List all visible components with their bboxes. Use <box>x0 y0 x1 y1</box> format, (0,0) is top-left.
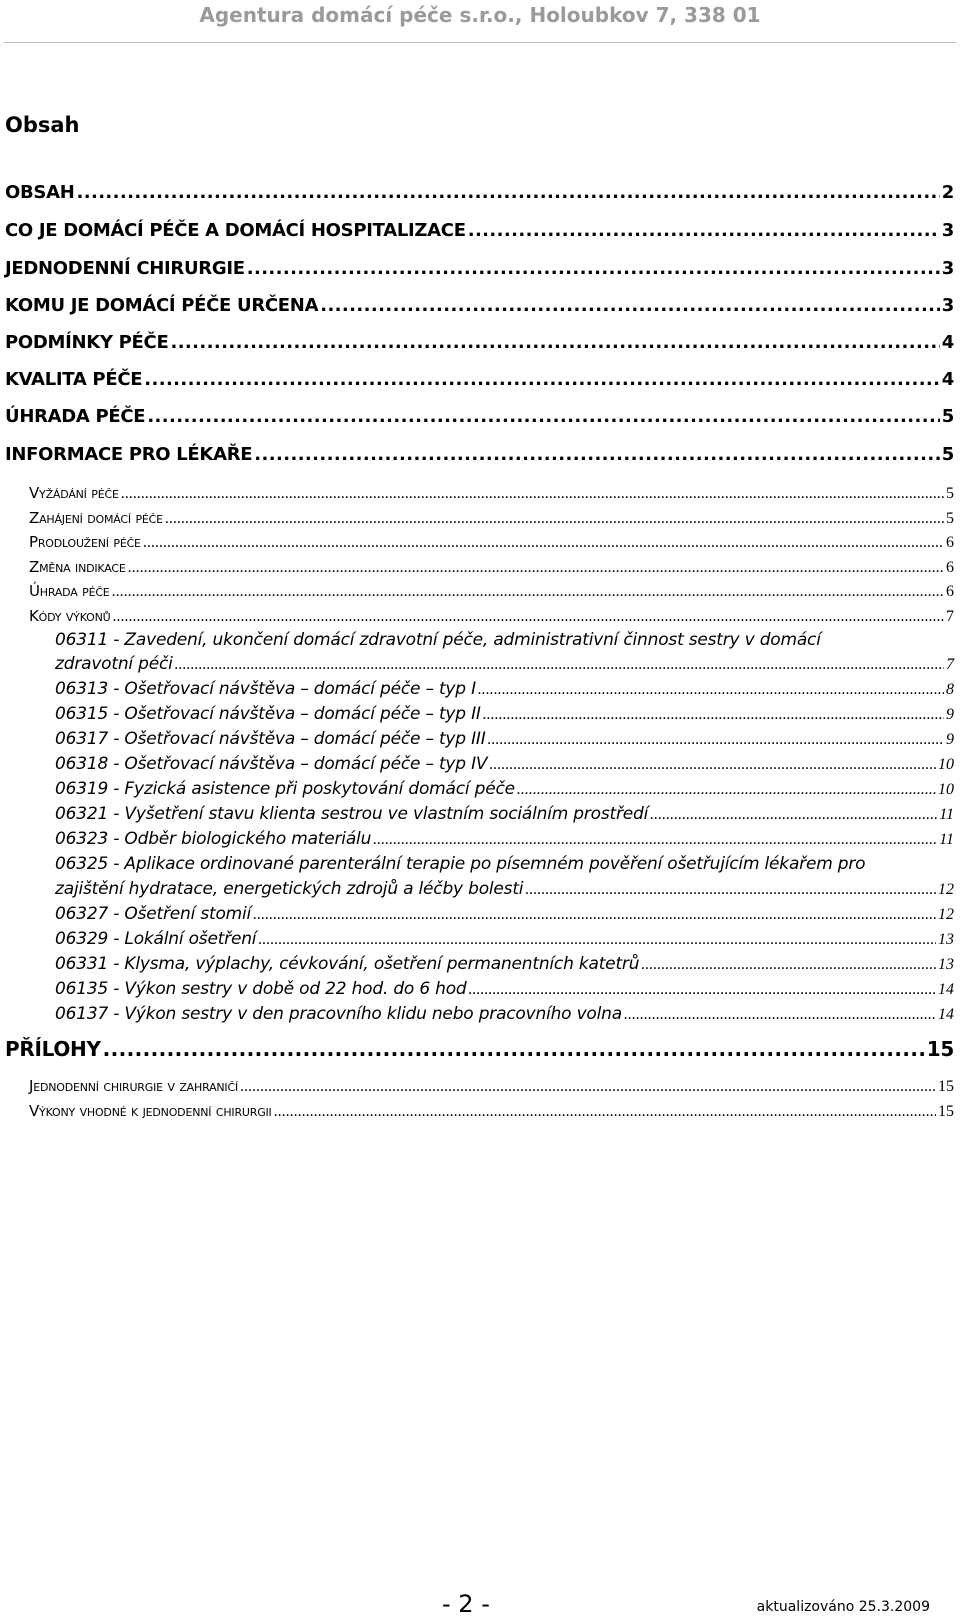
toc-entry-vyzadani-pece[interactable]: Vyžádání péče ..... 5 <box>29 482 954 505</box>
toc-entry-uhrada-pece-sub[interactable]: Úhrada péče ..... 6 <box>29 580 954 603</box>
toc-entry-06327[interactable]: 06327 - Ošetření stomií ..... 12 <box>55 902 954 927</box>
toc-entry-podminky-pece[interactable]: PODMÍNKY PÉČE ..... 4 <box>5 331 954 355</box>
toc-entry-kody-vykonu[interactable]: Kódy výkonů ..... 7 <box>29 605 954 628</box>
toc-entry-jednodenni-chirurgie-zahranici[interactable]: Jednodenní chirurgie v zahraničí ..... 15 <box>29 1075 954 1098</box>
page-title: Obsah <box>5 113 80 137</box>
toc-entry-06311-line1[interactable]: 06311 - Zavedení, ukončení domácí zdravotní péče, administrativní činnost sestry v domácí <box>55 630 821 650</box>
toc-entry-06331[interactable]: 06331 - Klysma, výplachy, cévkování, ošetření permanentních katetrů ..... 13 <box>55 952 954 977</box>
toc-entry-informace-pro-lekare[interactable]: INFORMACE PRO LÉKAŘE ..... 5 <box>5 443 954 467</box>
toc-entry-06325[interactable]: zajištění hydratace, energetických zdrojů a léčby bolesti ..... 12 <box>55 877 954 902</box>
toc-entry-vykony-vhodne[interactable]: Výkony vhodné k jednodenní chirurgii ..... 15 <box>29 1100 954 1123</box>
toc-entry-06323[interactable]: 06323 - Odběr biologického materiálu ..... 11 <box>55 827 954 852</box>
toc-entry-obsah[interactable]: OBSAH ..... 2 <box>5 181 954 205</box>
toc-entry-kvalita-pece[interactable]: KVALITA PÉČE ..... 4 <box>5 368 954 392</box>
toc-entry-uhrada-pece[interactable]: ÚHRADA PÉČE ..... 5 <box>5 405 954 429</box>
footer-page-number: - 2 - <box>442 1590 490 1618</box>
toc-entry-06325-line1[interactable]: 06325 - Aplikace ordinované parenterální terapie po písemném pověření ošetřujícím lékařem pro <box>55 854 866 874</box>
toc-entry-06137[interactable]: 06137 - Výkon sestry v den pracovního klidu nebo pracovního volna ..... 14 <box>55 1002 954 1027</box>
toc-entry-06311[interactable]: zdravotní péči ..... 7 <box>55 652 954 677</box>
toc-entry-komu-je-urcena[interactable]: KOMU JE DOMÁCÍ PÉČE URČENA ..... 3 <box>5 294 954 318</box>
footer-date: aktualizováno 25.3.2009 <box>756 1599 930 1615</box>
toc-entry-jednodenni-chirurgie[interactable]: JEDNODENNÍ CHIRURGIE ..... 3 <box>5 257 954 281</box>
toc-entry-06315[interactable]: 06315 - Ošetřovací návštěva – domácí péče – typ II ..... 9 <box>55 702 954 727</box>
header-rule <box>4 42 956 43</box>
toc-entry-zmena-indikace[interactable]: Změna indikace ..... 6 <box>29 556 954 579</box>
header-text: Agentura domácí péče s.r.o., Holoubkov 7, 338 01 <box>199 3 761 27</box>
toc-entry-06317[interactable]: 06317 - Ošetřovací návštěva – domácí péče – typ III ..... 9 <box>55 727 954 752</box>
toc-entry-zahajeni-domaci-pece[interactable]: Zahájení domácí péče ..... 5 <box>29 507 954 530</box>
toc-entry-06321[interactable]: 06321 - Vyšetření stavu klienta sestrou ve vlastním sociálním prostředí ..... 11 <box>55 802 954 827</box>
toc-entry-06135[interactable]: 06135 - Výkon sestry v době od 22 hod. do 6 hod ..... 14 <box>55 977 954 1002</box>
toc-entry-06318[interactable]: 06318 - Ošetřovací návštěva – domácí péče – typ IV ..... 10 <box>55 752 954 777</box>
toc-entry-prilohy[interactable]: PŘÍLOHY ..... 15 <box>5 1036 954 1062</box>
toc-entry-prodlouzeni-pece[interactable]: Prodloužení péče ..... 6 <box>29 531 954 554</box>
toc-entry-06329[interactable]: 06329 - Lokální ošetření ..... 13 <box>55 927 954 952</box>
toc-entry-06313[interactable]: 06313 - Ošetřovací návštěva – domácí péče – typ I ..... 8 <box>55 677 954 702</box>
page-header <box>0 0 960 44</box>
toc-entry-co-je-domaci-pece[interactable]: CO JE DOMÁCÍ PÉČE A DOMÁCÍ HOSPITALIZACE ..... 3 <box>5 219 954 243</box>
toc-entry-06319[interactable]: 06319 - Fyzická asistence při poskytování domácí péče ..... 10 <box>55 777 954 802</box>
